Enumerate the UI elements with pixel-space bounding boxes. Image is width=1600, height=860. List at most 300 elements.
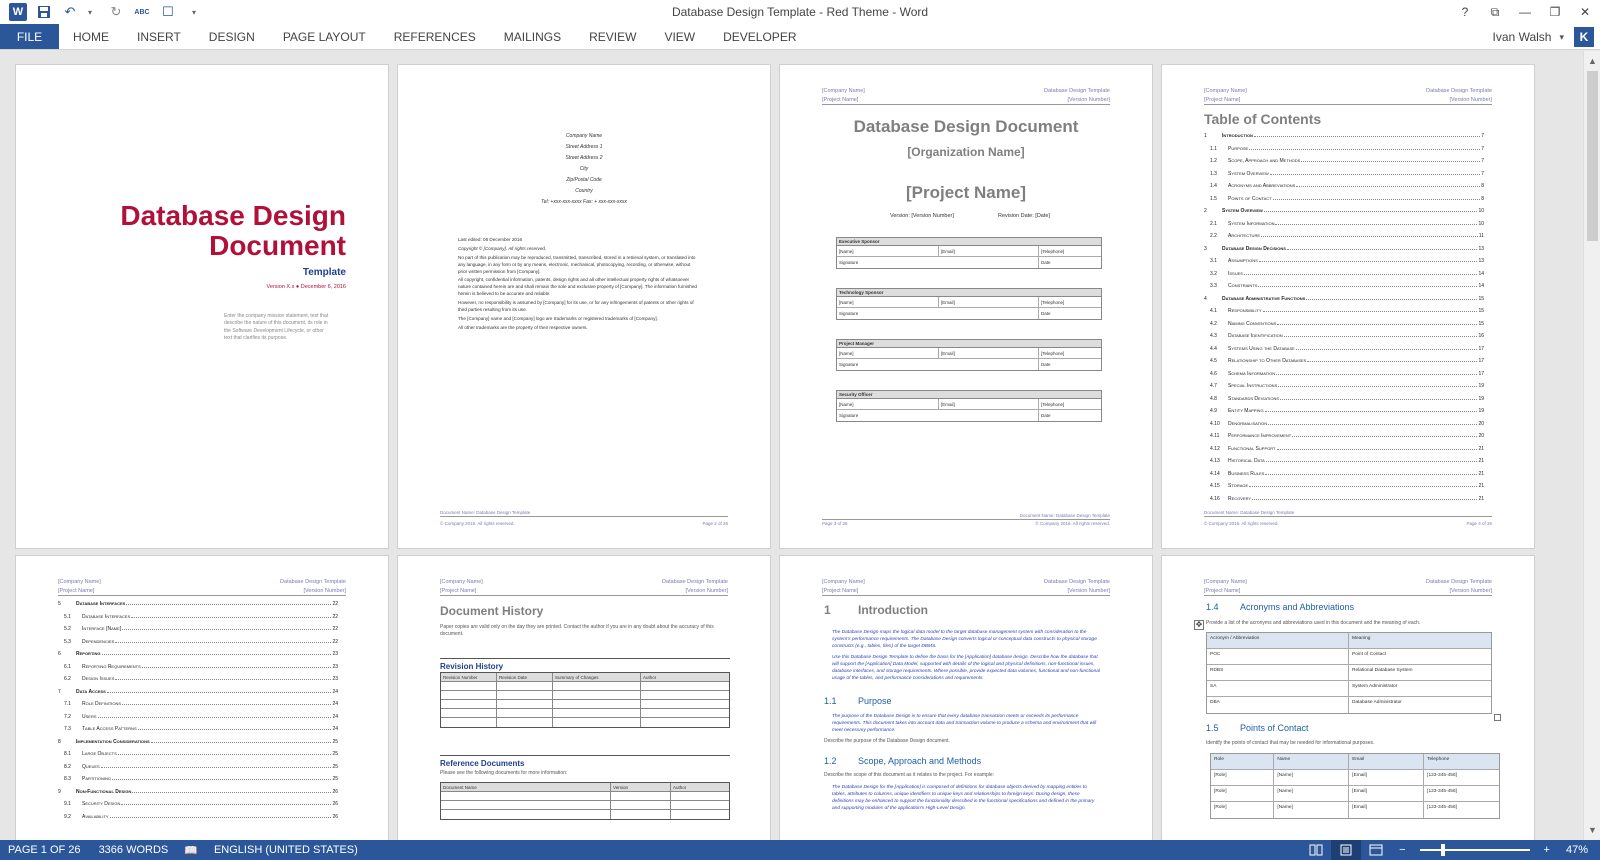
scope-instructions: The Database Design for the [Application] is composed of definitions for database objects derived by mapping entities to tables, attributes to columns, unique identifiers to unique keys and relationships to foreign keys. During design, these definitions may be enhanced to support the functionality described in the functional specifications and defined in the primary and supporting modules of the application's High-Level Design. bbox=[832, 785, 1095, 811]
toc-entry-page: 21 bbox=[1478, 445, 1484, 452]
toc-entry[interactable] bbox=[58, 751, 338, 764]
toc-entry-title: Performance Improvement bbox=[1228, 433, 1292, 439]
toc-leader bbox=[1276, 371, 1477, 375]
toc-leader bbox=[126, 601, 331, 605]
toc-entry-page: 24 bbox=[332, 713, 338, 720]
toc-entry-number: 1.2 bbox=[1210, 158, 1217, 164]
toc-entry-page: 15 bbox=[1478, 320, 1484, 327]
toc-leader bbox=[132, 789, 331, 793]
toc-entry-page: 19 bbox=[1478, 395, 1484, 402]
toc-entry[interactable] bbox=[58, 714, 338, 727]
toc-entry[interactable] bbox=[58, 689, 338, 702]
toc-entry[interactable] bbox=[1204, 246, 1484, 259]
toc-entry-title: Systems Using the Database bbox=[1228, 345, 1295, 352]
user-account[interactable] bbox=[1493, 26, 1594, 48]
page-footer: Document Name: Database Design Template bbox=[1204, 510, 1492, 517]
toc-entry[interactable] bbox=[58, 814, 338, 827]
page-header: [Company Name] [Project Name] Database Design Template [Version Number] bbox=[822, 87, 1110, 105]
toc-entry[interactable] bbox=[1204, 333, 1484, 346]
toc-entry-number: 4.3 bbox=[1210, 333, 1217, 339]
toc-leader bbox=[118, 751, 332, 755]
purpose-instructions: The purpose of the Database Design is to ensure that every database transaction meets or exceeds its performance requirements. This document takes into account data and transaction volume to produce a schema and environment that will meet necessary performance. bbox=[832, 714, 1097, 733]
toc-entry[interactable] bbox=[1204, 258, 1484, 271]
toc-leader bbox=[1278, 383, 1477, 387]
page-4[interactable] bbox=[1161, 64, 1535, 549]
page-8[interactable] bbox=[1161, 555, 1535, 840]
toc-entry[interactable] bbox=[58, 701, 338, 714]
toc-entry-number: 7.3 bbox=[64, 726, 71, 732]
toc-entry[interactable] bbox=[1204, 371, 1484, 384]
toc-entry-page: 26 bbox=[332, 788, 338, 795]
toc-leader bbox=[1307, 358, 1477, 362]
version-label: Version: [Version Number] bbox=[890, 213, 954, 219]
zoom-slider[interactable] bbox=[1420, 849, 1530, 851]
save-icon[interactable] bbox=[34, 2, 54, 22]
toc-entry-title: Purpose bbox=[1228, 145, 1249, 152]
toc-entry-title: Relationship to Other Databases bbox=[1228, 358, 1307, 364]
toc-entry[interactable] bbox=[1204, 433, 1484, 446]
toc-entry-number: 1.4 bbox=[1210, 183, 1217, 189]
zoom-slider-thumb[interactable] bbox=[1441, 844, 1445, 856]
toc-leader bbox=[1296, 346, 1478, 350]
avatar[interactable]: K bbox=[1574, 27, 1594, 47]
toc-entry-page: 7 bbox=[1481, 145, 1484, 152]
toc-entry-number: 4.1 bbox=[1210, 308, 1217, 314]
spelling-icon[interactable]: ABC bbox=[134, 8, 150, 16]
toc-entry-page: 11 bbox=[1478, 233, 1484, 239]
toc-entry-number: 4.8 bbox=[1210, 395, 1217, 402]
toc-entry[interactable] bbox=[1204, 158, 1484, 171]
purpose-heading: Purpose bbox=[858, 696, 892, 706]
page-count[interactable]: PAGE 1 OF 26 bbox=[8, 844, 81, 856]
toc-entry-title: Acronyms and Abbreviations bbox=[1228, 183, 1296, 189]
toc-entry[interactable] bbox=[1204, 458, 1484, 471]
toc-entry-title: Responsibility bbox=[1228, 308, 1262, 314]
undo-dropdown-icon[interactable]: ▾ bbox=[87, 7, 92, 17]
cover-subtitle: Template bbox=[302, 267, 346, 278]
vertical-scrollbar[interactable] bbox=[1583, 51, 1600, 840]
toc-leader bbox=[1301, 158, 1480, 162]
heading-number: 1.4 bbox=[1206, 602, 1219, 612]
toc-entry[interactable] bbox=[1204, 396, 1484, 409]
toc-entry-page: 22 bbox=[332, 613, 338, 620]
toc-entry-number: 3.3 bbox=[1210, 283, 1217, 289]
reference-documents-heading: Reference Documents bbox=[440, 755, 730, 768]
toc-leader bbox=[1270, 171, 1480, 175]
document-title: Database Design Template - Red Theme - Word bbox=[671, 5, 929, 19]
toc-entry-number: 1.5 bbox=[1210, 195, 1217, 202]
table-of-contents[interactable] bbox=[1204, 133, 1484, 508]
toc-leader bbox=[121, 801, 331, 805]
toc-entry-page: 14 bbox=[1478, 283, 1484, 289]
toc-entry-number: 8 bbox=[58, 738, 61, 745]
toc-entry-title: Database Administrative Functions bbox=[1222, 295, 1306, 302]
toc-entry-title: Partitioning bbox=[82, 776, 112, 782]
window-controls bbox=[1450, 0, 1600, 24]
introduction-heading: Introduction bbox=[858, 603, 928, 617]
heading-number: 1.1 bbox=[824, 696, 837, 706]
toc-entry[interactable] bbox=[1204, 221, 1484, 234]
history-intro: Paper copies are valid only on the day they are printed. Contact the author if you are in any doubt about the accuracy of this document. bbox=[440, 624, 714, 637]
toc-leader bbox=[1252, 496, 1477, 500]
tab-page-layout[interactable]: PAGE LAYOUT bbox=[282, 29, 366, 44]
toc-entry[interactable] bbox=[58, 801, 338, 814]
toc-leader bbox=[101, 764, 332, 768]
user-name[interactable]: Ivan Walsh bbox=[1492, 30, 1552, 44]
toc-entry-number: 4 bbox=[1204, 295, 1207, 302]
cover-version: Version X.x ● December 6, 2016 bbox=[266, 284, 346, 290]
toc-entry[interactable] bbox=[1204, 408, 1484, 421]
minimize-button[interactable]: — bbox=[1519, 5, 1531, 19]
toc-entry[interactable] bbox=[1204, 196, 1484, 209]
tab-mailings[interactable]: MAILINGS bbox=[503, 29, 562, 44]
toc-entry-number: 3.1 bbox=[1210, 258, 1217, 264]
toc-entry-page: 7 bbox=[1481, 133, 1484, 139]
toc-entry-title: Reporting Requirements bbox=[82, 663, 141, 670]
scroll-thumb[interactable] bbox=[1587, 71, 1598, 241]
toc-entry-title: Assumptions bbox=[1228, 258, 1258, 264]
signoff-table[interactable]: Technology Sponsor [Name] [Email] [Telephone] Signature Date bbox=[836, 288, 1102, 320]
table-resize-handle[interactable] bbox=[1494, 714, 1501, 721]
toc-entry-title: Constraints bbox=[1228, 283, 1258, 289]
reference-intro: Please see the following documents for more information: bbox=[440, 770, 568, 776]
toc-leader bbox=[1292, 433, 1477, 437]
toc-entry-title: Reporting bbox=[76, 651, 101, 657]
tab-file[interactable]: FILE bbox=[0, 24, 59, 49]
toc-leader bbox=[1284, 333, 1478, 337]
points-of-contact-table[interactable]: Role Name Email Telephone [Role] [Name] [Email] [123-345-456] [Role] [Name] [Email] [123-345-456] [Role] [Name] [Email] [123-345-456] bbox=[1210, 753, 1500, 819]
status-bar bbox=[0, 840, 1600, 860]
page-3[interactable] bbox=[779, 64, 1153, 549]
title-bar bbox=[0, 0, 1600, 24]
toc-entry[interactable] bbox=[58, 739, 338, 752]
toc-leader bbox=[142, 664, 332, 668]
toc-entry-page: 21 bbox=[1478, 458, 1484, 464]
toc-leader bbox=[1265, 471, 1477, 475]
toc-entry-page: 26 bbox=[332, 813, 338, 820]
page-header: [Company Name] [Project Name] Database Design Template [Version Number] bbox=[822, 578, 1110, 596]
tab-review[interactable]: REVIEW bbox=[589, 29, 637, 44]
print-layout-icon[interactable] bbox=[1331, 840, 1361, 860]
toc-entry[interactable] bbox=[58, 601, 338, 614]
tab-developer[interactable]: DEVELOPER bbox=[723, 29, 797, 44]
toc-entry[interactable] bbox=[1204, 471, 1484, 484]
project-name: [Project Name] bbox=[906, 183, 1026, 202]
toc-entry-number: 9 bbox=[58, 788, 61, 795]
toc-entry-number: 4.16 bbox=[1210, 495, 1220, 502]
toc-title: Table of Contents bbox=[1204, 111, 1322, 127]
toc-entry-number: 9.1 bbox=[64, 801, 71, 807]
toc-leader bbox=[1249, 146, 1480, 150]
proofing-icon[interactable]: 📖 bbox=[184, 844, 198, 857]
toc-entry-number: 4.14 bbox=[1210, 470, 1220, 477]
toc-entry[interactable] bbox=[58, 764, 338, 777]
toc-entry-number: 4.6 bbox=[1210, 370, 1217, 377]
toc-entry-page: 21 bbox=[1478, 483, 1484, 489]
toc-entry[interactable] bbox=[58, 776, 338, 789]
toc-entry-page: 15 bbox=[1478, 308, 1484, 314]
page-1[interactable] bbox=[15, 64, 389, 549]
toc-entry-number: 1 bbox=[1204, 133, 1207, 139]
page-5[interactable] bbox=[15, 555, 389, 840]
toc-entry-title: Table Access Patterns bbox=[82, 726, 137, 732]
acronyms-table[interactable]: Acronym / Abbreviation Meaning POC Point of Contact RDBS Relational Database System SA System Administrator DBA Database Administrator bbox=[1206, 632, 1492, 714]
toc-entry-page: 16 bbox=[1478, 333, 1484, 339]
read-mode-icon[interactable] bbox=[1301, 840, 1331, 860]
toc-entry-number: 2 bbox=[1204, 208, 1207, 214]
web-layout-icon[interactable] bbox=[1361, 840, 1391, 860]
toc-entry[interactable] bbox=[58, 726, 338, 739]
toc-entry[interactable] bbox=[58, 651, 338, 664]
help-button[interactable]: ? bbox=[1461, 5, 1469, 19]
toc-entry-title: Architecture bbox=[1228, 233, 1261, 239]
toc-entry[interactable] bbox=[1204, 321, 1484, 334]
cover-title: Database Design Document bbox=[120, 200, 346, 261]
toc-leader bbox=[98, 714, 332, 718]
toc-leader bbox=[1306, 296, 1477, 300]
toc-entry-page: 24 bbox=[332, 701, 338, 707]
toc-entry-number: 4.11 bbox=[1210, 433, 1220, 439]
toc-entry-title: System Information bbox=[1228, 220, 1275, 227]
toc-entry-page: 22 bbox=[332, 638, 338, 645]
heading-number: 1.5 bbox=[1206, 723, 1219, 733]
toc-entry[interactable] bbox=[1204, 446, 1484, 459]
undo-icon[interactable]: ↶ bbox=[64, 4, 76, 19]
toc-leader bbox=[131, 614, 331, 618]
toc-entry-number: 1.1 bbox=[1210, 145, 1217, 152]
toc-entry-page: 7 bbox=[1481, 170, 1484, 177]
poc-intro: Identify the points of contact that may be needed for informational purposes. bbox=[1206, 740, 1375, 746]
toc-entry[interactable] bbox=[1204, 383, 1484, 396]
tab-references[interactable]: REFERENCES bbox=[393, 29, 476, 44]
toc-entry[interactable] bbox=[1204, 208, 1484, 221]
toc-leader bbox=[112, 776, 331, 780]
table-move-handle-icon[interactable]: ✥ bbox=[1195, 620, 1203, 629]
toc-entry-number: 9.2 bbox=[64, 813, 71, 820]
toc-entry[interactable] bbox=[1204, 283, 1484, 296]
page-footer: Document Name: Database Design Template bbox=[440, 510, 728, 517]
toc-leader bbox=[1287, 246, 1478, 250]
toc-entry[interactable] bbox=[1204, 483, 1484, 496]
toc-entry-number: 4.13 bbox=[1210, 458, 1220, 464]
toc-leader bbox=[1258, 283, 1477, 287]
cover-mission: Enter the company mission statement, text that describe the nature of this document, its role in the Software Development Lifecycle, or other text that clarifies its purpose. bbox=[224, 313, 329, 341]
tab-home[interactable]: HOME bbox=[73, 29, 109, 44]
toc-entry-number: 5.2 bbox=[64, 626, 71, 632]
chevron-down-icon[interactable]: ▾ bbox=[1559, 31, 1564, 42]
toc-entry-number: 4.12 bbox=[1210, 445, 1220, 452]
toc-entry-number: 5.1 bbox=[64, 613, 71, 620]
toc-leader bbox=[1277, 321, 1477, 325]
page-2[interactable] bbox=[397, 64, 771, 549]
quick-access-toolbar bbox=[0, 0, 210, 24]
toc-entry-number: 3 bbox=[1204, 245, 1207, 252]
scope-text: Describe the scope of this document as it relates to the project. For example: bbox=[824, 772, 995, 778]
toc-entry-page: 25 bbox=[332, 751, 338, 757]
toc-entry[interactable] bbox=[1204, 133, 1484, 146]
tab-view[interactable]: VIEW bbox=[664, 29, 696, 44]
touch-mode-icon[interactable]: ☐ bbox=[162, 4, 174, 19]
toc-entry-title: Dependencies bbox=[82, 638, 115, 645]
toc-entry-page: 8 bbox=[1481, 183, 1484, 189]
toc-entry-number: 3.2 bbox=[1210, 270, 1217, 277]
toc-entry-page: 8 bbox=[1481, 195, 1484, 202]
toc-entry-title: Implementation Considerations bbox=[76, 738, 150, 745]
scroll-up-button[interactable]: ▲ bbox=[1588, 56, 1597, 66]
toc-entry-title: Points of Contact bbox=[1228, 195, 1272, 202]
toc-leader bbox=[1264, 208, 1478, 212]
ribbon-display-button[interactable]: ⧉ bbox=[1490, 4, 1500, 19]
toc-entry[interactable] bbox=[1204, 358, 1484, 371]
scope-heading: Scope, Approach and Methods bbox=[858, 756, 982, 766]
word-logo-icon[interactable]: W bbox=[8, 2, 28, 22]
toc-entry[interactable] bbox=[1204, 183, 1484, 196]
toc-entry-page: 22 bbox=[332, 601, 338, 607]
scroll-down-button[interactable]: ▼ bbox=[1588, 825, 1597, 835]
toc-entry[interactable] bbox=[58, 789, 338, 802]
toc-leader bbox=[107, 689, 332, 693]
toc-entry-page: 22 bbox=[332, 626, 338, 632]
intro-paragraph-2: Use this Database Design Template to define the basis for the [Application] database design. Describe how the database that will support the [Application] Data Model, supported with details of the logical and physical definitions, non-functional issues, database interfaces, and storage requirements. Where possible, provide expected data volumes, functional and non-functional usage of the tables, and performance considerations and requirements. bbox=[832, 655, 1100, 681]
table-of-contents[interactable] bbox=[58, 601, 338, 826]
copyright-notice: Last edited: 06 December 2016 Copyright © [Company]. All rights reserved. No part of this publication may be reproduced, transmitted, transcribed, stored in a retrieval system, or translated into any language, in any form or by any means, electronic, mechanical, photocopying, recording, or otherwise, without prior written permission from [Company]. All copyright, confidential information, patents, design rights and all other intellectual property rights of whatsoever nature contained herein are and shall remain the sole and exclusive property of [Company]. The information furnished herein is believed to be accurate and reliable. However, no responsibility is assumed by [Company] for its use, or for any infringements of patents or other rights of third parties resulting from its use. The [Company] name and [Company] logo are trademarks or registered trademarks of [Company]. All other trademarks are the property of their respective owners. bbox=[458, 237, 697, 330]
toc-entry-page: 13 bbox=[1478, 258, 1484, 264]
toc-entry[interactable] bbox=[1204, 271, 1484, 284]
toc-entry-title: Business Rules bbox=[1228, 470, 1265, 477]
ribbon-tabs bbox=[0, 24, 1600, 50]
toc-entry-number: 2.1 bbox=[1210, 220, 1217, 227]
toc-leader bbox=[122, 626, 331, 630]
toc-leader bbox=[115, 676, 331, 680]
heading-number: 1 bbox=[824, 603, 831, 617]
toc-entry-number: 8.1 bbox=[64, 751, 71, 757]
revision-history-table[interactable]: Revision Number Revision Date Summary of Changes Author bbox=[440, 672, 730, 728]
purpose-text: Describe the purpose of the Database Design document. bbox=[824, 738, 950, 744]
toc-leader bbox=[1266, 458, 1478, 462]
toc-entry-page: 13 bbox=[1478, 245, 1484, 252]
toc-entry-page: 23 bbox=[332, 663, 338, 670]
toc-leader bbox=[1254, 133, 1480, 137]
toc-entry-page: 24 bbox=[332, 726, 338, 732]
toc-entry-number: 5 bbox=[58, 601, 61, 607]
toc-entry-page: 20 bbox=[1478, 420, 1484, 427]
toc-leader bbox=[1296, 183, 1480, 187]
points-of-contact-heading: Points of Contact bbox=[1240, 723, 1309, 733]
toc-entry-page: 20 bbox=[1478, 433, 1484, 439]
toc-entry-number: 7.2 bbox=[64, 713, 71, 720]
toc-leader bbox=[115, 639, 331, 643]
toc-entry-title: Issues bbox=[1228, 270, 1243, 277]
toc-entry[interactable] bbox=[1204, 171, 1484, 184]
toc-entry[interactable] bbox=[58, 664, 338, 677]
toc-entry[interactable] bbox=[1204, 308, 1484, 321]
revision-history-heading: Revision History bbox=[440, 658, 730, 671]
toc-entry[interactable] bbox=[1204, 146, 1484, 159]
acronyms-heading: Acronyms and Abbreviations bbox=[1240, 602, 1355, 612]
toc-leader bbox=[102, 651, 332, 655]
tab-design[interactable]: DESIGN bbox=[208, 29, 255, 44]
heading-number: 1.2 bbox=[824, 756, 837, 766]
document-history-heading: Document History bbox=[440, 604, 544, 618]
toc-entry[interactable] bbox=[58, 676, 338, 689]
toc-entry-page: 26 bbox=[332, 801, 338, 807]
toc-entry-title: Special Instructions bbox=[1228, 383, 1278, 389]
toc-entry-title: Database Identification bbox=[1228, 333, 1283, 339]
tab-insert[interactable]: INSERT bbox=[137, 29, 181, 44]
toc-entry[interactable] bbox=[58, 614, 338, 627]
word-count[interactable]: 3366 WORDS bbox=[98, 844, 169, 856]
toc-entry-number: 4.9 bbox=[1210, 408, 1217, 414]
toc-leader bbox=[1244, 271, 1477, 275]
toc-entry[interactable] bbox=[58, 626, 338, 639]
toc-entry-number: 1.3 bbox=[1210, 170, 1217, 177]
page-7[interactable] bbox=[779, 555, 1153, 840]
restore-button[interactable]: ❐ bbox=[1549, 5, 1561, 19]
toc-entry-title: System Overview bbox=[1222, 208, 1263, 214]
signoff-table[interactable]: Executive Sponsor [Name] [Email] [Telephone] Signature Date bbox=[836, 237, 1102, 269]
page-header: [Company Name] [Project Name] Database Design Template [Version Number] bbox=[1204, 87, 1492, 105]
toc-entry[interactable] bbox=[1204, 296, 1484, 309]
toc-entry[interactable] bbox=[58, 639, 338, 652]
acronyms-intro: Provide a list of the acronyms and abbreviations used in this document and the meaning of each. bbox=[1206, 620, 1421, 626]
redo-icon[interactable]: ↻ bbox=[110, 4, 122, 19]
close-button[interactable]: ✕ bbox=[1579, 5, 1591, 19]
toc-entry-page: 17 bbox=[1478, 370, 1484, 377]
toc-entry-title: Data Access bbox=[76, 688, 106, 695]
customize-qat-icon[interactable]: ▾ bbox=[191, 7, 196, 17]
org-name: [Organization Name] bbox=[907, 145, 1025, 159]
toc-entry-number: 4.7 bbox=[1210, 383, 1217, 389]
signoff-table[interactable]: Security Officer [Name] [Email] [Telephone] Signature Date bbox=[836, 390, 1102, 422]
zoom-out-button[interactable]: − bbox=[1399, 844, 1406, 856]
toc-entry-page: 24 bbox=[332, 688, 338, 695]
toc-leader bbox=[1265, 408, 1478, 412]
toc-entry-number: 7.1 bbox=[64, 701, 71, 707]
language[interactable]: ENGLISH (UNITED STATES) bbox=[213, 844, 358, 856]
toc-leader bbox=[151, 739, 332, 743]
toc-entry-page: 21 bbox=[1478, 470, 1484, 477]
page-footer-copy: © Company 2016. All rights reserved. Page 2 of 26 bbox=[440, 521, 728, 526]
toc-entry-page: 17 bbox=[1478, 345, 1484, 352]
page-6[interactable] bbox=[397, 555, 771, 840]
toc-entry-title: Introduction bbox=[1222, 133, 1253, 139]
toc-entry-number: 2.2 bbox=[1210, 233, 1217, 239]
toc-leader bbox=[122, 701, 331, 705]
toc-entry-title: Database Interfaces bbox=[82, 613, 131, 620]
toc-entry-title: Standards Deviations bbox=[1228, 395, 1280, 402]
toc-entry-title: Recovery bbox=[1228, 495, 1252, 502]
document-area[interactable] bbox=[0, 51, 1583, 840]
reference-documents-table[interactable]: Document Name Version Author bbox=[440, 782, 730, 820]
zoom-level[interactable]: 47% bbox=[1565, 844, 1588, 856]
toc-entry-page: 23 bbox=[332, 651, 338, 657]
toc-leader bbox=[1261, 233, 1478, 237]
toc-entry[interactable] bbox=[1204, 496, 1484, 509]
toc-entry-number: 8.2 bbox=[64, 763, 71, 770]
toc-entry[interactable] bbox=[1204, 346, 1484, 359]
toc-entry-title: Database Interfaces bbox=[76, 601, 126, 607]
toc-entry-page: 10 bbox=[1478, 220, 1484, 227]
zoom-in-button[interactable]: + bbox=[1543, 844, 1550, 856]
toc-entry-page: 14 bbox=[1478, 270, 1484, 277]
toc-entry[interactable] bbox=[1204, 421, 1484, 434]
toc-entry-number: 4.10 bbox=[1210, 420, 1220, 427]
toc-entry-title: Naming Conventions bbox=[1228, 320, 1277, 327]
toc-entry[interactable] bbox=[1204, 233, 1484, 246]
toc-leader bbox=[1263, 308, 1478, 312]
signoff-table[interactable]: Project Manager [Name] [Email] [Telephone] Signature Date bbox=[836, 339, 1102, 371]
toc-entry-number: 6.1 bbox=[64, 663, 71, 670]
